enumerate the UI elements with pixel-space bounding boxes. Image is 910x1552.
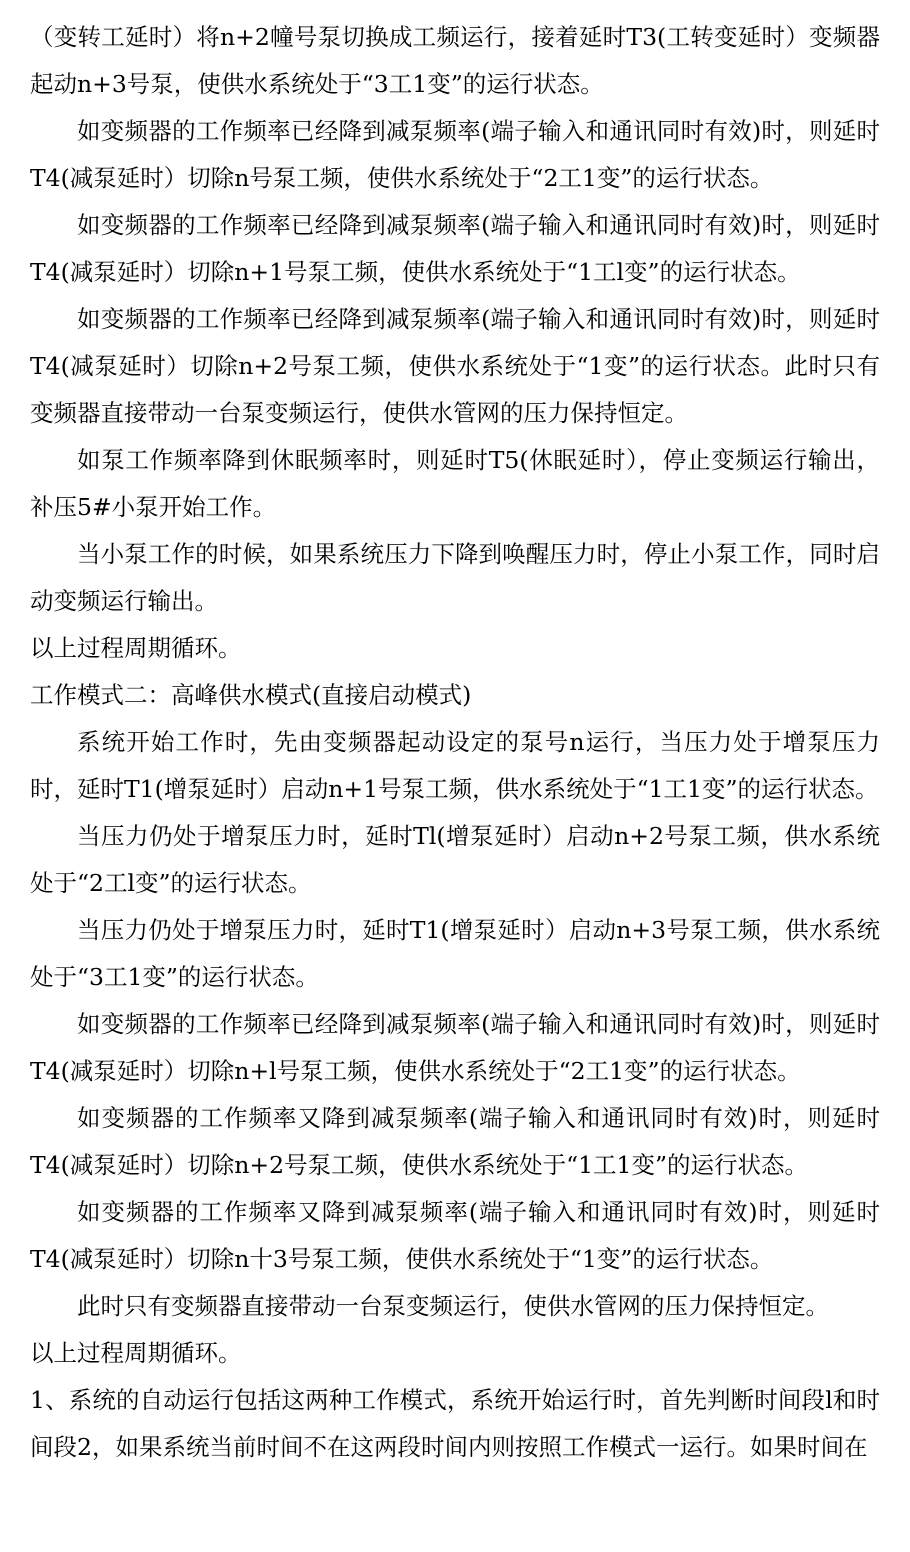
paragraph: 系统开始工作时，先由变频器起动设定的泵号n运行，当压力处于增泵压力时，延时T1(增泵延时）启动n+1号泵工频，供水系统处于“1工1变”的运行状态。 [30, 728, 880, 803]
paragraph: 如变频器的工作频率已经降到减泵频率(端子输入和通讯同时有效)时，则延时T4(减泵延时）切除n+2号泵工频，使供水系统处于“1变”的运行状态。此时只有变频器直接带动一台泵变频运行，使供水管网的压力保持恒定。 [30, 305, 880, 427]
paragraph: 当小泵工作的时候，如果系统压力下降到唤醒压力时，停止小泵工作，同时启动变频运行输出。 [30, 540, 880, 615]
paragraph: 当压力仍处于增泵压力时，延时Tl(增泵延时）启动n+2号泵工频，供水系统处于“2工l变”的运行状态。 [30, 822, 880, 897]
paragraph: 以上过程周期循环。 [30, 1339, 242, 1367]
paragraph: 当压力仍处于增泵压力时，延时T1(增泵延时）启动n+3号泵工频，供水系统处于“3工1变”的运行状态。 [30, 916, 880, 991]
paragraph: （变转工延时）将n+2幢号泵切换成工频运行，接着延时T3(工转变延时）变频器起动n+3号泵，使供水系统处于“3工1变”的运行状态。 [30, 23, 880, 98]
paragraph: 如变频器的工作频率已经降到减泵频率(端子输入和通讯同时有效)时，则延时T4(减泵延时）切除n+1号泵工频，使供水系统处于“1工l变”的运行状态。 [30, 211, 880, 286]
numbered-paragraph: 1、系统的自动运行包括这两种工作模式，系统开始运行时，首先判断时间段l和时间段2，如果系统当前时间不在这两段时间内则按照工作模式一运行。如果时间在 [30, 1386, 880, 1461]
paragraph: 如变频器的工作频率已经降到减泵频率(端子输入和通讯同时有效)时，则延时T4(减泵延时）切除n号泵工频，使供水系统处于“2工1变”的运行状态。 [30, 117, 880, 192]
paragraph: 此时只有变频器直接带动一台泵变频运行，使供水管网的压力保持恒定。 [77, 1292, 829, 1320]
paragraph: 如变频器的工作频率又降到减泵频率(端子输入和通讯同时有效)时，则延时T4(减泵延时）切除n十3号泵工频，使供水系统处于“1变”的运行状态。 [30, 1198, 880, 1273]
section-heading: 工作模式二：高峰供水模式(直接启动模式) [30, 681, 472, 709]
paragraph: 以上过程周期循环。 [30, 634, 242, 662]
paragraph: 如泵工作频率降到休眠频率时，则延时T5(休眠延时），停止变频运行输出，补压5#小泵开始工作。 [30, 446, 880, 521]
paragraph: 如变频器的工作频率已经降到减泵频率(端子输入和通讯同时有效)时，则延时T4(减泵延时）切除n+l号泵工频，使供水系统处于“2工1变”的运行状态。 [30, 1010, 880, 1085]
paragraph: 如变频器的工作频率又降到减泵频率(端子输入和通讯同时有效)时，则延时T4(减泵延时）切除n+2号泵工频，使供水系统处于“1工1变”的运行状态。 [30, 1104, 880, 1179]
